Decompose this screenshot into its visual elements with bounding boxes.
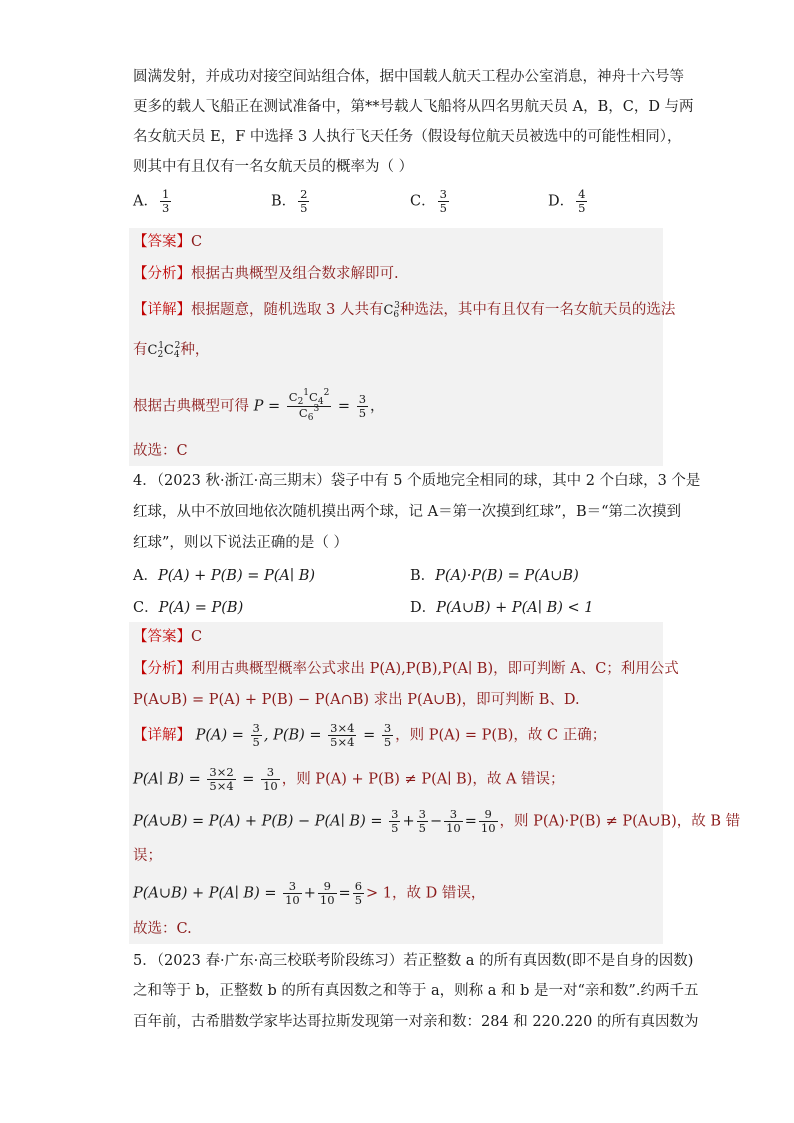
q5-stem-line-3: 百年前，古希腊数学家毕达哥拉斯发现第一对亲和数：284 和 220.220 的所有真因数为 — [133, 1014, 699, 1030]
q4-option-d: D．P(A∪B) + P(A∣ B) < 1 — [410, 600, 594, 616]
q4-analysis-line-1: 【分析】利用古典概型概率公式求出 P(A),P(B),P(A∣ B)，即可判断 A、C；利用公式 — [133, 661, 679, 677]
q5-stem-line-1: 5．（2023 春·广东·高三校联考阶段练习）若正整数 a 的所有真因数(即不是自身的因数) — [133, 953, 694, 969]
q4-detail-line-3b: 误； — [133, 848, 162, 864]
q3-option-c: C． $\frac{3}{5}$ — [410, 187, 447, 215]
q3-detail-line-3: 根据古典概型可得 P = $\frac{C_2^1C_4^2}{C_6^3}$ = $\frac{3}{5}$ ， — [133, 388, 385, 423]
q3-stem-line-3: 名女航天员 E，F 中选择 3 人执行飞天任务（假设每位航天员被选中的可能性相同）， — [133, 129, 682, 145]
q4-detail-line-1: 【详解】 P(A) = $\frac{3}{5}$ , P(B) = $\frac{3\times 4}{5\times 4}$ = $\frac{3}{5}$ ，则 P(A) = P(B)，故 C 正确； — [133, 721, 607, 749]
q4-stem-line-1: 4．（2023 秋·浙江·高三期末）袋子中有 5 个质地完全相同的球，其中 2 个白球，3 个是 — [133, 473, 701, 489]
q4-option-c: C．P(A) = P(B) — [133, 600, 244, 616]
q4-choose: 故选：C. — [133, 921, 192, 937]
q4-option-a: A．P(A) + P(B) = P(A∣ B) — [133, 568, 316, 584]
q3-stem-line-2: 更多的载人飞船正在测试准备中，第**号载人飞船将从四名男航天员 A，B，C，D 与两 — [133, 99, 694, 115]
q3-option-d: D． $\frac{4}{5}$ — [548, 187, 586, 215]
q3-choose: 故选：C — [133, 443, 188, 459]
q4-detail-line-2: P(A∣ B) = $\frac{3\times 2}{5\times 4}$ = $\frac{3}{10}$ ，则 P(A) + P(B) ≠ P(A∣ B)，故 A 错误； — [133, 765, 565, 793]
q3-option-b: B． $\frac{2}{5}$ — [271, 187, 308, 215]
q3-stem-line-1: 圆满发射，并成功对接空间站组合体，据中国载人航天工程办公室消息，神舟十六号等 — [133, 69, 684, 85]
q5-stem-line-2: 之和等于 b，正整数 b 的所有真因数之和等于 a，则称 a 和 b 是一对“亲和数”.约两千五 — [133, 983, 699, 999]
q4-option-b: B．P(A)·P(B) = P(A∪B) — [410, 568, 579, 584]
q4-stem-line-3: 红球”，则以下说法正确的是（ ） — [133, 535, 349, 551]
q4-analysis-line-2: P(A∪B) = P(A) + P(B) − P(A∩B) 求出 P(A∪B)，即可判断 B、D. — [133, 692, 580, 708]
q4-detail-line-3: P(A∪B) = P(A) + P(B) − P(A∣ B) = $\frac{3}{5}$ + $\frac{3}{5}$ − $\frac{3}{10}$ = $\frac{9}{10}$ ，则 P(A)·P(B) ≠ P(A∪B)，故 B 错 — [133, 807, 741, 835]
q3-detail-line-1: 【详解】根据题意，随机选取 3 人共有$C_6^3$种选法，其中有且仅有一名女航天员的选法 — [133, 301, 676, 320]
q4-answer: 【答案】C — [133, 629, 203, 645]
q3-stem-line-4: 则其中有且仅有一名女航天员的概率为（ ） — [133, 159, 414, 175]
q3-answer: 【答案】C — [133, 234, 203, 250]
q3-detail-line-2: 有$C_2^1C_4^2$种， — [133, 341, 210, 360]
q4-detail-line-4: P(A∪B) + P(A∣ B) = $\frac{3}{10}$ + $\frac{9}{10}$ = $\frac{6}{5}$ > 1，故 D 错误， — [133, 879, 486, 907]
q3-option-a: A． $\frac{1}{3}$ — [133, 187, 170, 215]
q4-stem-line-2: 红球，从中不放回地依次随机摸出两个球，记 A＝第一次摸到红球”，B＝“第二次摸到 — [133, 504, 682, 520]
q3-analysis: 【分析】根据古典概型及组合数求解即可. — [133, 266, 399, 282]
